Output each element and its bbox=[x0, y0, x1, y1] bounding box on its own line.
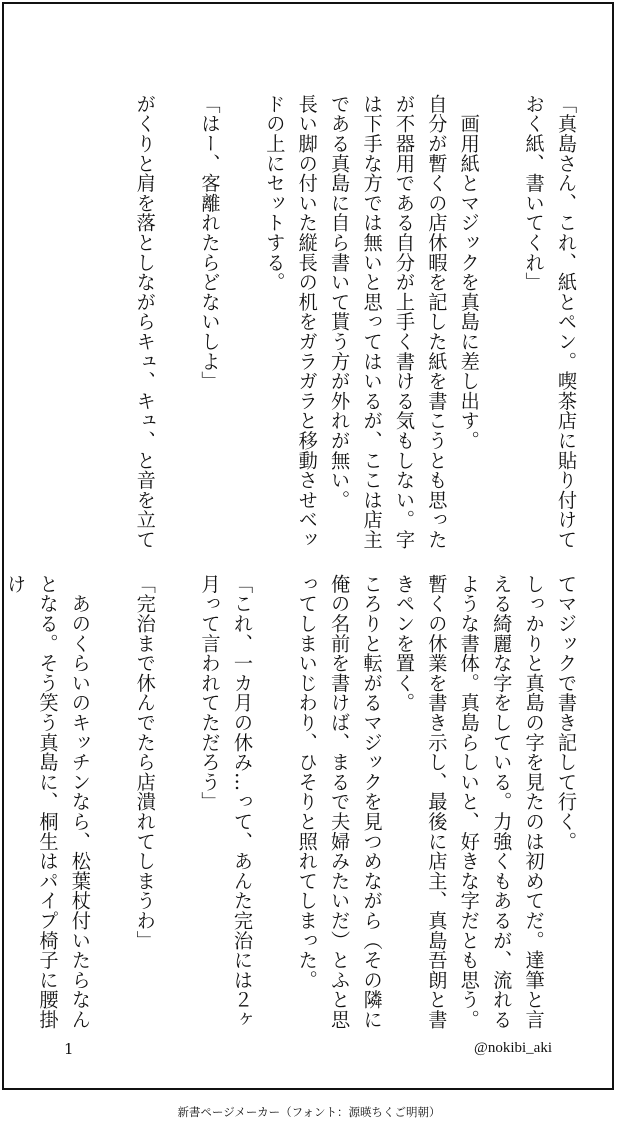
text-block-top bbox=[22, 94, 582, 554]
paragraph bbox=[258, 574, 290, 1034]
paragraph bbox=[226, 94, 258, 554]
paragraph: しっかりと真島の字を見たのは初めてだ。達筆と言える綺麗な字をしている。力強くもあるが、流れるような書体。真島らしいと、好きな字だとも思う。暫くの休業を書き示し、最後に店主、真島吾朗と書きペンを置く。 bbox=[392, 574, 546, 1030]
paragraph: 「完治まで休んでたら店潰れてしまうわ」 bbox=[133, 574, 157, 951]
paragraph: がくりと肩を落としながらキュ、キュ、と音を立て bbox=[133, 94, 157, 550]
generator-caption: 新書ページメーカー（フォント：源暎ちくご明朝） bbox=[177, 1105, 441, 1119]
text-block-bottom bbox=[4, 574, 582, 1034]
paragraph: 「真島さん、これ、紙とペン。喫茶店に貼り付けておく紙、書いてくれ」 bbox=[522, 94, 578, 550]
paragraph bbox=[161, 94, 193, 554]
page-frame bbox=[2, 2, 614, 1090]
page-number: 1 bbox=[64, 1040, 74, 1058]
paragraph: 「これ、一カ月の休み…って、あんた完治には２ヶ月って言われてただろう」 bbox=[198, 574, 254, 1030]
paragraph: 画用紙とマジックを真島に差し出す。 bbox=[457, 94, 481, 451]
paragraph bbox=[161, 574, 193, 1034]
paragraph: ころりと転がるマジックを見つめながら（その隣に俺の名前を書けば、まるで夫婦みたいだ）とふと思ってしまいじわり、ひそりと照れてしまった。 bbox=[295, 574, 384, 1030]
paragraph: 「はー、客離れたらどないしよ」 bbox=[198, 94, 222, 391]
paragraph: 自分が暫くの店休暇を記した紙を書こうとも思ったが不器用である自分が上手く書ける気もしない。字は下手な方では無いと思ってはいるが、ここは店主である真島に自ら書いて貰う方が外れが無い。 bbox=[328, 94, 449, 550]
paragraph: 長い脚の付いた縦長の机をガラガラと移動させベッドの上にセットする。 bbox=[263, 94, 319, 550]
paragraph bbox=[485, 94, 517, 554]
author-handle: @nokibi_aki bbox=[474, 1040, 552, 1056]
paragraph bbox=[96, 574, 128, 1034]
paragraph: てマジックで書き記して行く。 bbox=[555, 574, 578, 852]
paragraph: あのくらいのキッチンなら、松葉杖付いたらなんとなる。そう笑う真島に、桐生はパイプ椅子に腰掛け bbox=[4, 574, 92, 1030]
